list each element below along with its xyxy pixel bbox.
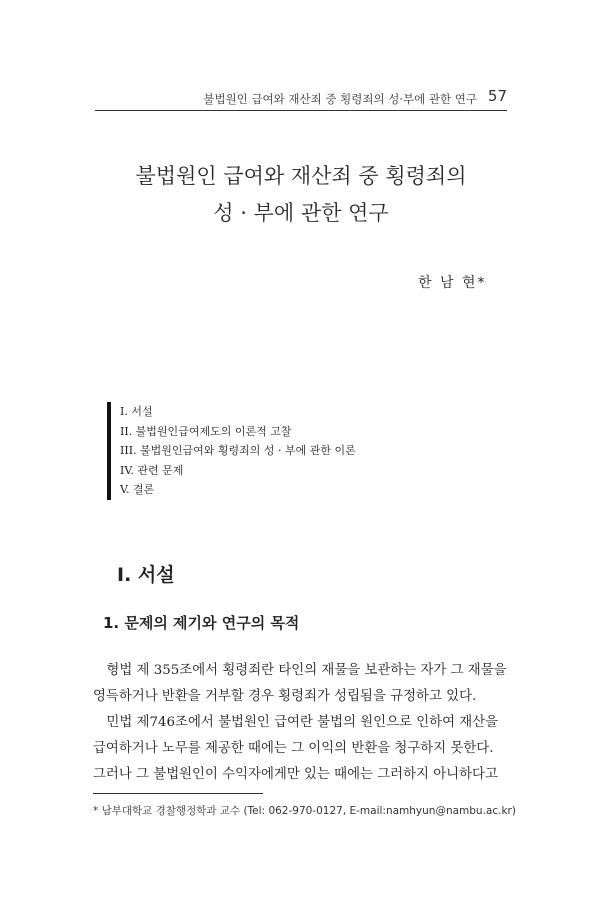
paragraph-line: 민법 제746조에서 불법원인 급여란 불법의 원인으로 인하여 재산을 bbox=[93, 715, 499, 730]
running-head-title: 불법원인 급여와 재산죄 중 횡령죄의 성·부에 관한 연구 bbox=[203, 92, 477, 106]
toc-item: V. 결론 bbox=[120, 483, 155, 496]
toc-item: IV. 관련 문제 bbox=[120, 463, 184, 477]
article-title-line-1: 불법원인 급여와 재산죄 중 횡령죄의 bbox=[135, 164, 467, 188]
author-name: 한 남 현* bbox=[418, 275, 487, 291]
footnote-rule bbox=[93, 793, 263, 794]
paragraph-line: 그러나 그 불법원인이 수익자에게만 있는 때에는 그러하지 아니하다고 bbox=[93, 767, 498, 782]
subsection-heading: 1. 문제의 제기와 연구의 목적 bbox=[103, 614, 300, 632]
section-heading: I. 서설 bbox=[117, 564, 175, 586]
table-of-contents bbox=[107, 402, 356, 500]
paragraph-line: 형법 제 355조에서 횡령죄란 타인의 재물을 보관하는 자가 그 재물을 bbox=[93, 663, 507, 678]
paragraph-line: 영득하거나 반환을 거부할 경우 횡령죄가 성립됨을 규정하고 있다. bbox=[93, 689, 477, 704]
article-title-line-2: 성 · 부에 관한 연구 bbox=[213, 201, 389, 225]
page-number: 57 bbox=[487, 87, 507, 105]
toc-item: II. 불법원인급여제도의 이론적 고찰 bbox=[120, 424, 292, 438]
body-paragraph bbox=[93, 658, 507, 710]
body-paragraph bbox=[93, 710, 507, 788]
footnote: * 남부대학교 경찰행정학과 교수 (Tel: 062-970-0127, E-mail:namhyun@nambu.ac.kr) bbox=[93, 805, 516, 817]
toc-item: III. 불법원인급여와 횡령죄의 성 · 부에 관한 이론 bbox=[120, 444, 356, 457]
paragraph-line: 급여하거나 노무를 제공한 때에는 그 이익의 반환을 청구하지 못한다. bbox=[93, 741, 494, 756]
toc-item: I. 서설 bbox=[120, 405, 153, 418]
running-head bbox=[95, 86, 507, 111]
